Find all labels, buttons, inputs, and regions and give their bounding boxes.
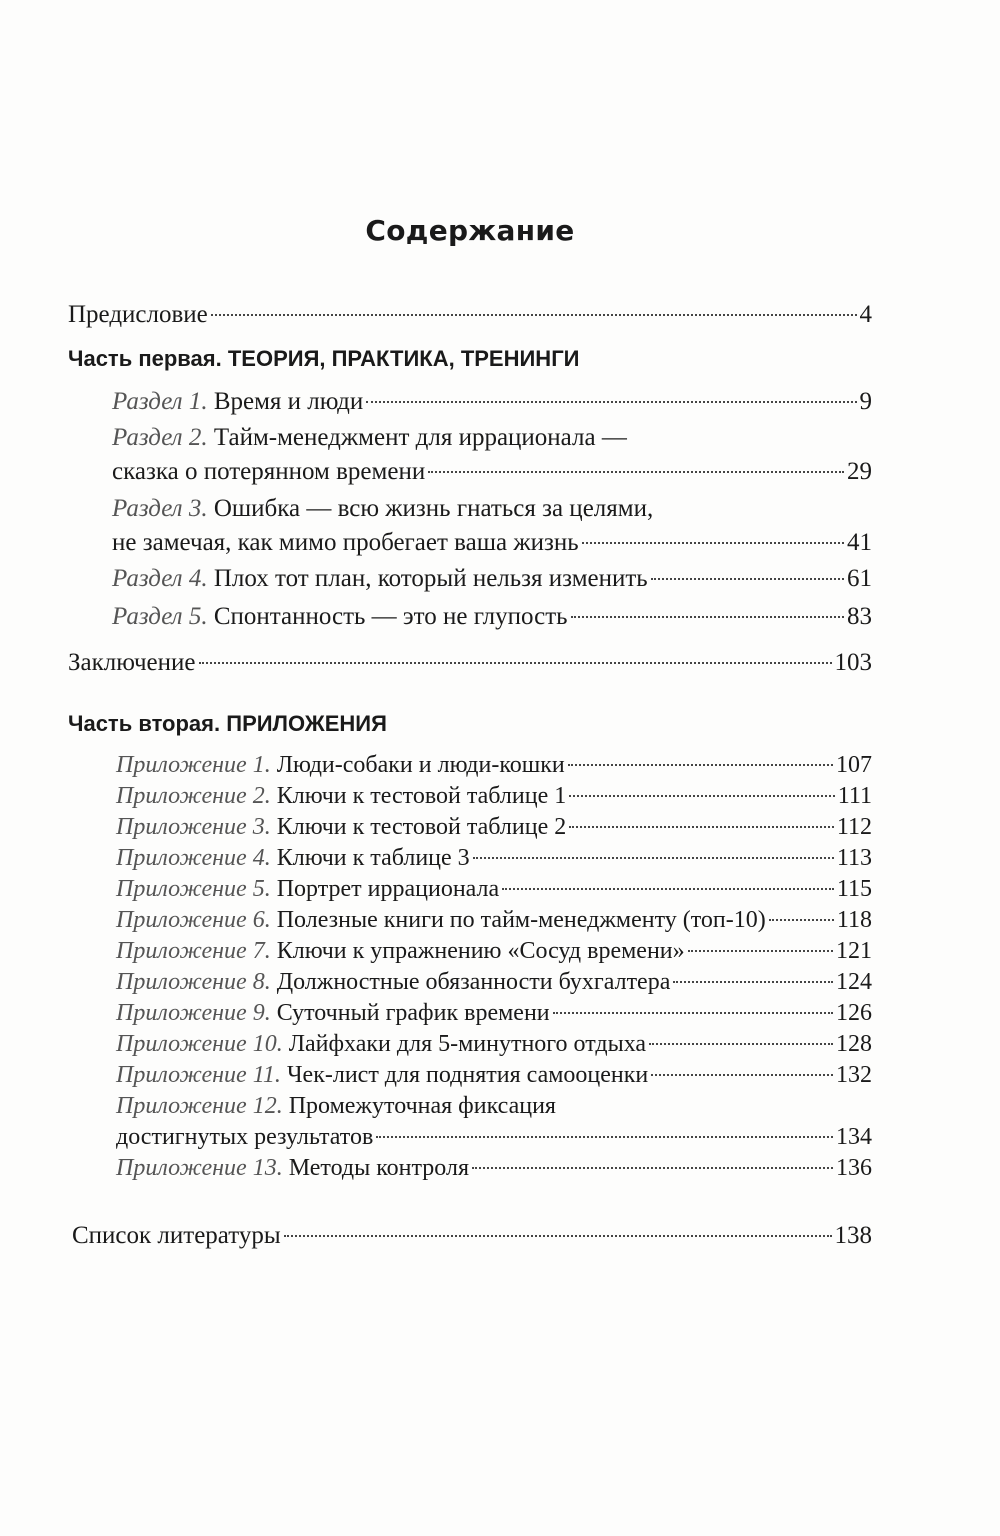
appendix-title: Методы контроля — [288, 1155, 469, 1181]
page-number: 138 — [834, 1222, 872, 1249]
page-number: 4 — [859, 301, 872, 328]
toc-entry-appendix-12[interactable] — [0, 1091, 872, 1153]
appendix-title: Ключи к тестовой таблице 2 — [276, 814, 567, 840]
appendix-title: Суточный график времени — [276, 1000, 550, 1026]
appendix-title: Чек-лист для поднятия самооценки — [286, 1062, 649, 1088]
toc-entry-section-3[interactable] — [0, 492, 872, 560]
part-prefix: Часть вторая. — [68, 711, 221, 736]
toc-entry-appendix-7[interactable] — [0, 936, 872, 967]
toc-entry-section-4[interactable] — [0, 562, 872, 596]
page-number: 113 — [836, 845, 872, 871]
toc-entry-section-1[interactable] — [0, 385, 872, 419]
dot-leader — [651, 578, 844, 580]
part-prefix: Часть первая. — [68, 346, 222, 371]
page-number: 107 — [836, 752, 872, 778]
section-label: Раздел 2. — [112, 424, 208, 451]
toc-entry-appendix-8[interactable] — [0, 967, 872, 998]
page-number: 103 — [834, 649, 872, 676]
entry-text: Заключение — [68, 649, 196, 676]
toc-entry-appendix-11[interactable] — [0, 1060, 872, 1091]
appendix-title: Ключи к тестовой таблице 1 — [276, 783, 567, 809]
page-number: 83 — [847, 603, 872, 630]
toc-entry-appendix-3[interactable] — [0, 812, 872, 843]
appendix-label: Приложение 11. — [116, 1062, 281, 1088]
page-number: 121 — [836, 938, 872, 964]
appendix-label: Приложение 7. — [116, 938, 271, 964]
part-name: ПРИЛОЖЕНИЯ — [226, 711, 387, 736]
toc-entry-bibliography[interactable] — [0, 1219, 872, 1253]
page-number: 118 — [836, 907, 872, 933]
toc-entry-preface[interactable] — [0, 298, 872, 332]
section-title-continued: не замечая, как мимо пробегает ваша жизнь — [112, 529, 579, 556]
entry-text: Список литературы — [72, 1222, 281, 1249]
page-number: 128 — [836, 1031, 872, 1057]
part-heading-2 — [68, 707, 387, 741]
dot-leader — [502, 888, 834, 890]
dot-leader — [211, 314, 857, 316]
dot-leader — [568, 764, 833, 766]
page-title: Содержание — [365, 214, 575, 247]
appendix-label: Приложение 6. — [116, 907, 271, 933]
page-number: 136 — [836, 1155, 872, 1181]
part-name: ТЕОРИЯ, ПРАКТИКА, ТРЕНИНГИ — [227, 346, 580, 371]
section-title: Плох тот план, который нельзя изменить — [213, 565, 648, 592]
section-label: Раздел 4. — [112, 565, 208, 592]
page-number: 126 — [836, 1000, 872, 1026]
page-number: 132 — [836, 1062, 872, 1088]
dot-leader — [582, 542, 844, 544]
appendix-label: Приложение 10. — [116, 1031, 283, 1057]
dot-leader — [553, 1012, 833, 1014]
dot-leader — [569, 826, 834, 828]
appendix-label: Приложение 9. — [116, 1000, 271, 1026]
dot-leader — [673, 981, 833, 983]
appendix-label: Приложение 5. — [116, 876, 271, 902]
part-heading-1 — [68, 342, 579, 376]
section-label: Раздел 3. — [112, 495, 208, 522]
toc-entry-appendix-2[interactable] — [0, 781, 872, 812]
dot-leader — [769, 919, 834, 921]
section-title: Время и люди — [213, 388, 364, 415]
appendix-label: Приложение 3. — [116, 814, 271, 840]
appendix-title: Ключи к таблице 3 — [276, 845, 470, 871]
toc-entry-appendix-5[interactable] — [0, 874, 872, 905]
page-number: 112 — [836, 814, 872, 840]
toc-entry-appendix-4[interactable] — [0, 843, 872, 874]
page-number: 111 — [837, 783, 872, 809]
toc-entry-appendix-13[interactable] — [0, 1153, 872, 1184]
entry-text: Предисловие — [68, 301, 208, 328]
dot-leader — [284, 1235, 832, 1237]
toc-entry-appendix-9[interactable] — [0, 998, 872, 1029]
page-number: 134 — [836, 1124, 872, 1150]
appendix-title: Полезные книги по тайм-менеджменту (топ-10) — [276, 907, 766, 933]
dot-leader — [473, 857, 834, 859]
dot-leader — [688, 950, 833, 952]
dot-leader — [651, 1074, 833, 1076]
toc-entry-appendix-10[interactable] — [0, 1029, 872, 1060]
toc-entry-appendix-6[interactable] — [0, 905, 872, 936]
dot-leader — [571, 616, 844, 618]
dot-leader — [649, 1043, 833, 1045]
toc-entry-section-5[interactable] — [0, 600, 872, 634]
appendix-title: Промежуточная фиксация — [288, 1093, 556, 1119]
appendix-label: Приложение 4. — [116, 845, 271, 871]
page-number: 61 — [847, 565, 872, 592]
appendix-title-continued: достигнутых результатов — [116, 1124, 374, 1150]
dot-leader — [199, 662, 832, 664]
section-title: Спонтанность — это не глупость — [213, 603, 568, 630]
appendix-title: Ключи к упражнению «Сосуд времени» — [276, 938, 685, 964]
appendix-label: Приложение 12. — [116, 1093, 283, 1119]
appendix-label: Приложение 8. — [116, 969, 271, 995]
appendix-title: Лайфхаки для 5-минутного отдыха — [288, 1031, 647, 1057]
dot-leader — [428, 471, 844, 473]
dot-leader — [376, 1136, 833, 1138]
appendix-title: Портрет иррационала — [276, 876, 500, 902]
section-label: Раздел 5. — [112, 603, 208, 630]
appendix-label: Приложение 13. — [116, 1155, 283, 1181]
dot-leader — [366, 401, 856, 403]
page-number: 41 — [847, 529, 872, 556]
appendix-label: Приложение 1. — [116, 752, 271, 778]
section-title-continued: сказка о потерянном времени — [112, 458, 426, 485]
page-number: 9 — [859, 388, 872, 415]
appendix-title: Должностные обязанности бухгалтера — [276, 969, 671, 995]
page-number: 124 — [836, 969, 872, 995]
toc-entry-conclusion[interactable] — [0, 646, 872, 680]
appendix-label: Приложение 2. — [116, 783, 271, 809]
section-label: Раздел 1. — [112, 388, 208, 415]
section-title: Тайм-менеджмент для иррационала — — [213, 424, 627, 451]
appendix-list — [0, 750, 872, 1184]
page-number: 115 — [836, 876, 872, 902]
toc-entry-appendix-1[interactable] — [0, 750, 872, 781]
toc-entry-section-2[interactable] — [0, 421, 872, 489]
dot-leader — [569, 795, 835, 797]
dot-leader — [472, 1167, 833, 1169]
page-number: 29 — [847, 458, 872, 485]
section-title: Ошибка — всю жизнь гнаться за целями, — [213, 495, 654, 522]
appendix-title: Люди-собаки и люди-кошки — [276, 752, 565, 778]
